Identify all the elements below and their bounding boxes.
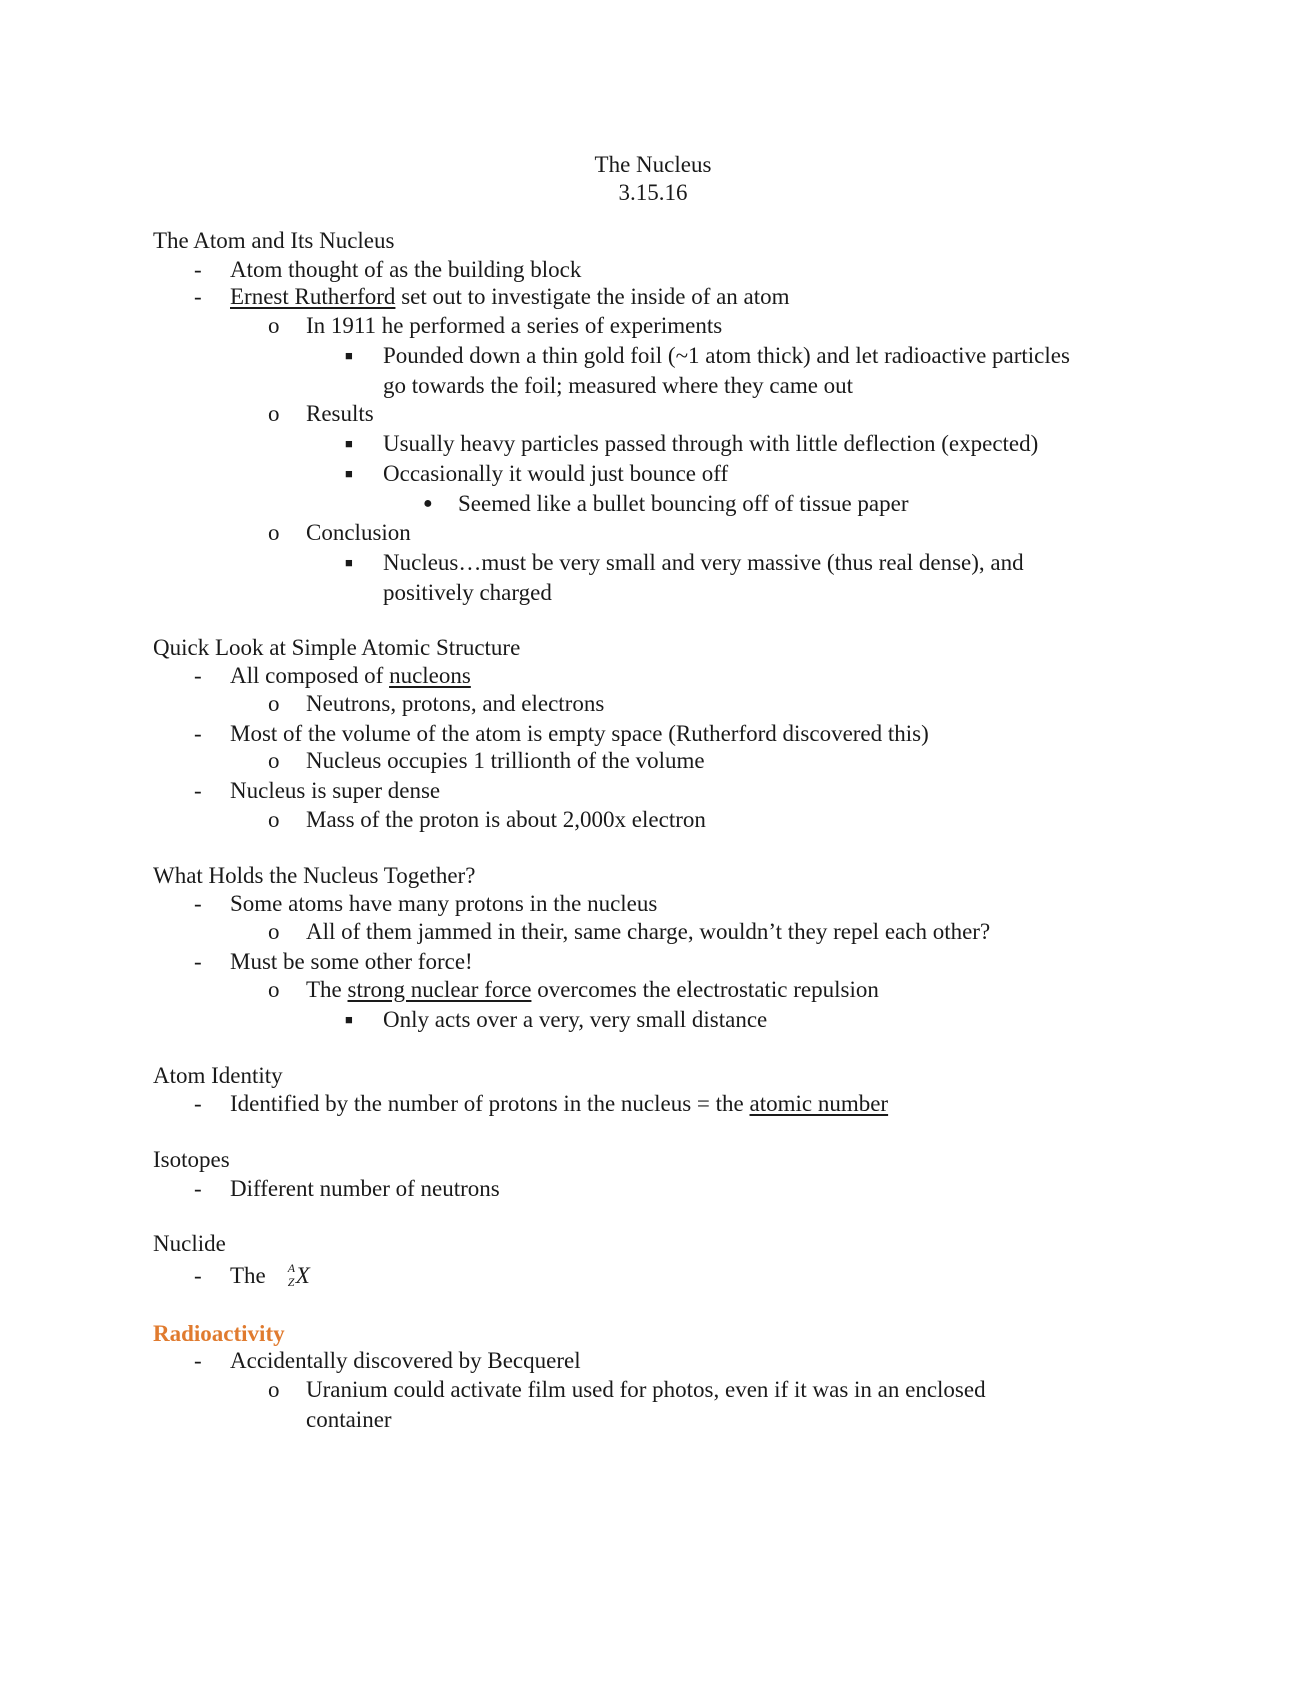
list-item: Usually heavy particles passed through with little deflection (expected) — [383, 431, 1039, 456]
list-item: Most of the volume of the atom is empty space (Rutherford discovered this) — [230, 721, 929, 746]
square-bullet: ■ — [345, 555, 353, 570]
list-item: Atom thought of as the building block — [230, 257, 582, 282]
list-item: Only acts over a very, very small distance — [383, 1007, 768, 1032]
section-heading: Quick Look at Simple Atomic Structure — [153, 635, 521, 660]
list-item: Mass of the proton is about 2,000x electron — [306, 807, 706, 832]
dash-bullet: - — [194, 778, 202, 803]
dash-bullet: - — [194, 1348, 202, 1373]
list-item: Conclusion — [306, 520, 411, 545]
list-item — [230, 1090, 888, 1118]
circle-bullet: o — [268, 919, 280, 944]
list-item: Different number of neutrons — [230, 1176, 500, 1201]
underlined-term: Ernest Rutherford — [230, 284, 396, 309]
underlined-term: nucleons — [389, 663, 471, 688]
nuclide-notation — [284, 1262, 324, 1290]
circle-bullet: o — [268, 520, 280, 545]
circle-bullet: o — [268, 977, 280, 1002]
square-bullet: ■ — [345, 1012, 353, 1027]
section-heading: Isotopes — [153, 1147, 230, 1172]
dash-bullet: - — [194, 1263, 202, 1288]
list-item: Seemed like a bullet bouncing off of tissue paper — [458, 491, 909, 516]
circle-bullet: o — [268, 401, 280, 426]
dash-bullet: - — [194, 284, 202, 309]
square-bullet: ■ — [345, 348, 353, 363]
section-heading: The Atom and Its Nucleus — [153, 228, 395, 253]
mass-number-symbol: A — [287, 1261, 296, 1275]
dash-bullet: - — [194, 663, 202, 688]
page-date: 3.15.16 — [618, 180, 688, 205]
list-item: Results — [306, 401, 374, 426]
list-item-text: The — [230, 1263, 266, 1288]
dot-bullet: ● — [423, 495, 433, 512]
list-item-text: set out to investigate the inside of an atom — [395, 284, 790, 309]
dash-bullet: - — [194, 1176, 202, 1201]
circle-bullet: o — [268, 807, 280, 832]
circle-bullet: o — [268, 691, 280, 716]
list-item — [230, 283, 790, 311]
list-item: Some atoms have many protons in the nucleus — [230, 891, 658, 916]
element-symbol: X — [295, 1263, 310, 1288]
dash-bullet: - — [194, 257, 202, 282]
list-item-text: The — [306, 977, 348, 1002]
dash-bullet: - — [194, 891, 202, 916]
underlined-term: atomic number — [749, 1091, 889, 1116]
square-bullet: ■ — [345, 436, 353, 451]
list-item: Occasionally it would just bounce off — [383, 461, 729, 486]
list-item-continuation: positively charged — [383, 580, 552, 605]
list-item: Nucleus…must be very small and very massive (thus real dense), and — [383, 550, 1024, 575]
list-item — [230, 662, 471, 690]
list-item: All of them jammed in their, same charge, wouldn’t they repel each other? — [306, 919, 991, 944]
list-item: Neutrons, protons, and electrons — [306, 691, 605, 716]
list-item: In 1911 he performed a series of experiments — [306, 313, 723, 338]
list-item: Pounded down a thin gold foil (~1 atom thick) and let radioactive particles — [383, 343, 1070, 368]
list-item: Must be some other force! — [230, 949, 473, 974]
list-item: Accidentally discovered by Becquerel — [230, 1348, 581, 1373]
section-heading: Atom Identity — [153, 1063, 283, 1088]
title-block — [0, 151, 1306, 207]
underlined-term: strong nuclear force — [347, 977, 532, 1002]
list-item: Nucleus is super dense — [230, 778, 441, 803]
atomic-number-symbol: Z — [287, 1275, 295, 1289]
section-heading: What Holds the Nucleus Together? — [153, 863, 476, 888]
circle-bullet: o — [268, 313, 280, 338]
dash-bullet: - — [194, 949, 202, 974]
circle-bullet: o — [268, 1377, 280, 1402]
list-item-continuation: container — [306, 1407, 392, 1432]
list-item: Uranium could activate film used for photos, even if it was in an enclosed — [306, 1377, 986, 1402]
list-item — [306, 976, 879, 1004]
page-title: The Nucleus — [594, 152, 712, 177]
section-heading-highlighted: Radioactivity — [153, 1321, 285, 1346]
square-bullet: ■ — [345, 466, 353, 481]
section-heading: Nuclide — [153, 1231, 226, 1256]
list-item-text: overcomes the electrostatic repulsion — [531, 977, 879, 1002]
dash-bullet: - — [194, 721, 202, 746]
list-item — [230, 1262, 324, 1290]
dash-bullet: - — [194, 1091, 202, 1116]
list-item-text: All composed of — [230, 663, 390, 688]
list-item-text: Identified by the number of protons in the nucleus = the — [230, 1091, 750, 1116]
list-item: Nucleus occupies 1 trillionth of the volume — [306, 748, 705, 773]
circle-bullet: o — [268, 748, 280, 773]
list-item-continuation: go towards the foil; measured where they came out — [383, 373, 854, 398]
